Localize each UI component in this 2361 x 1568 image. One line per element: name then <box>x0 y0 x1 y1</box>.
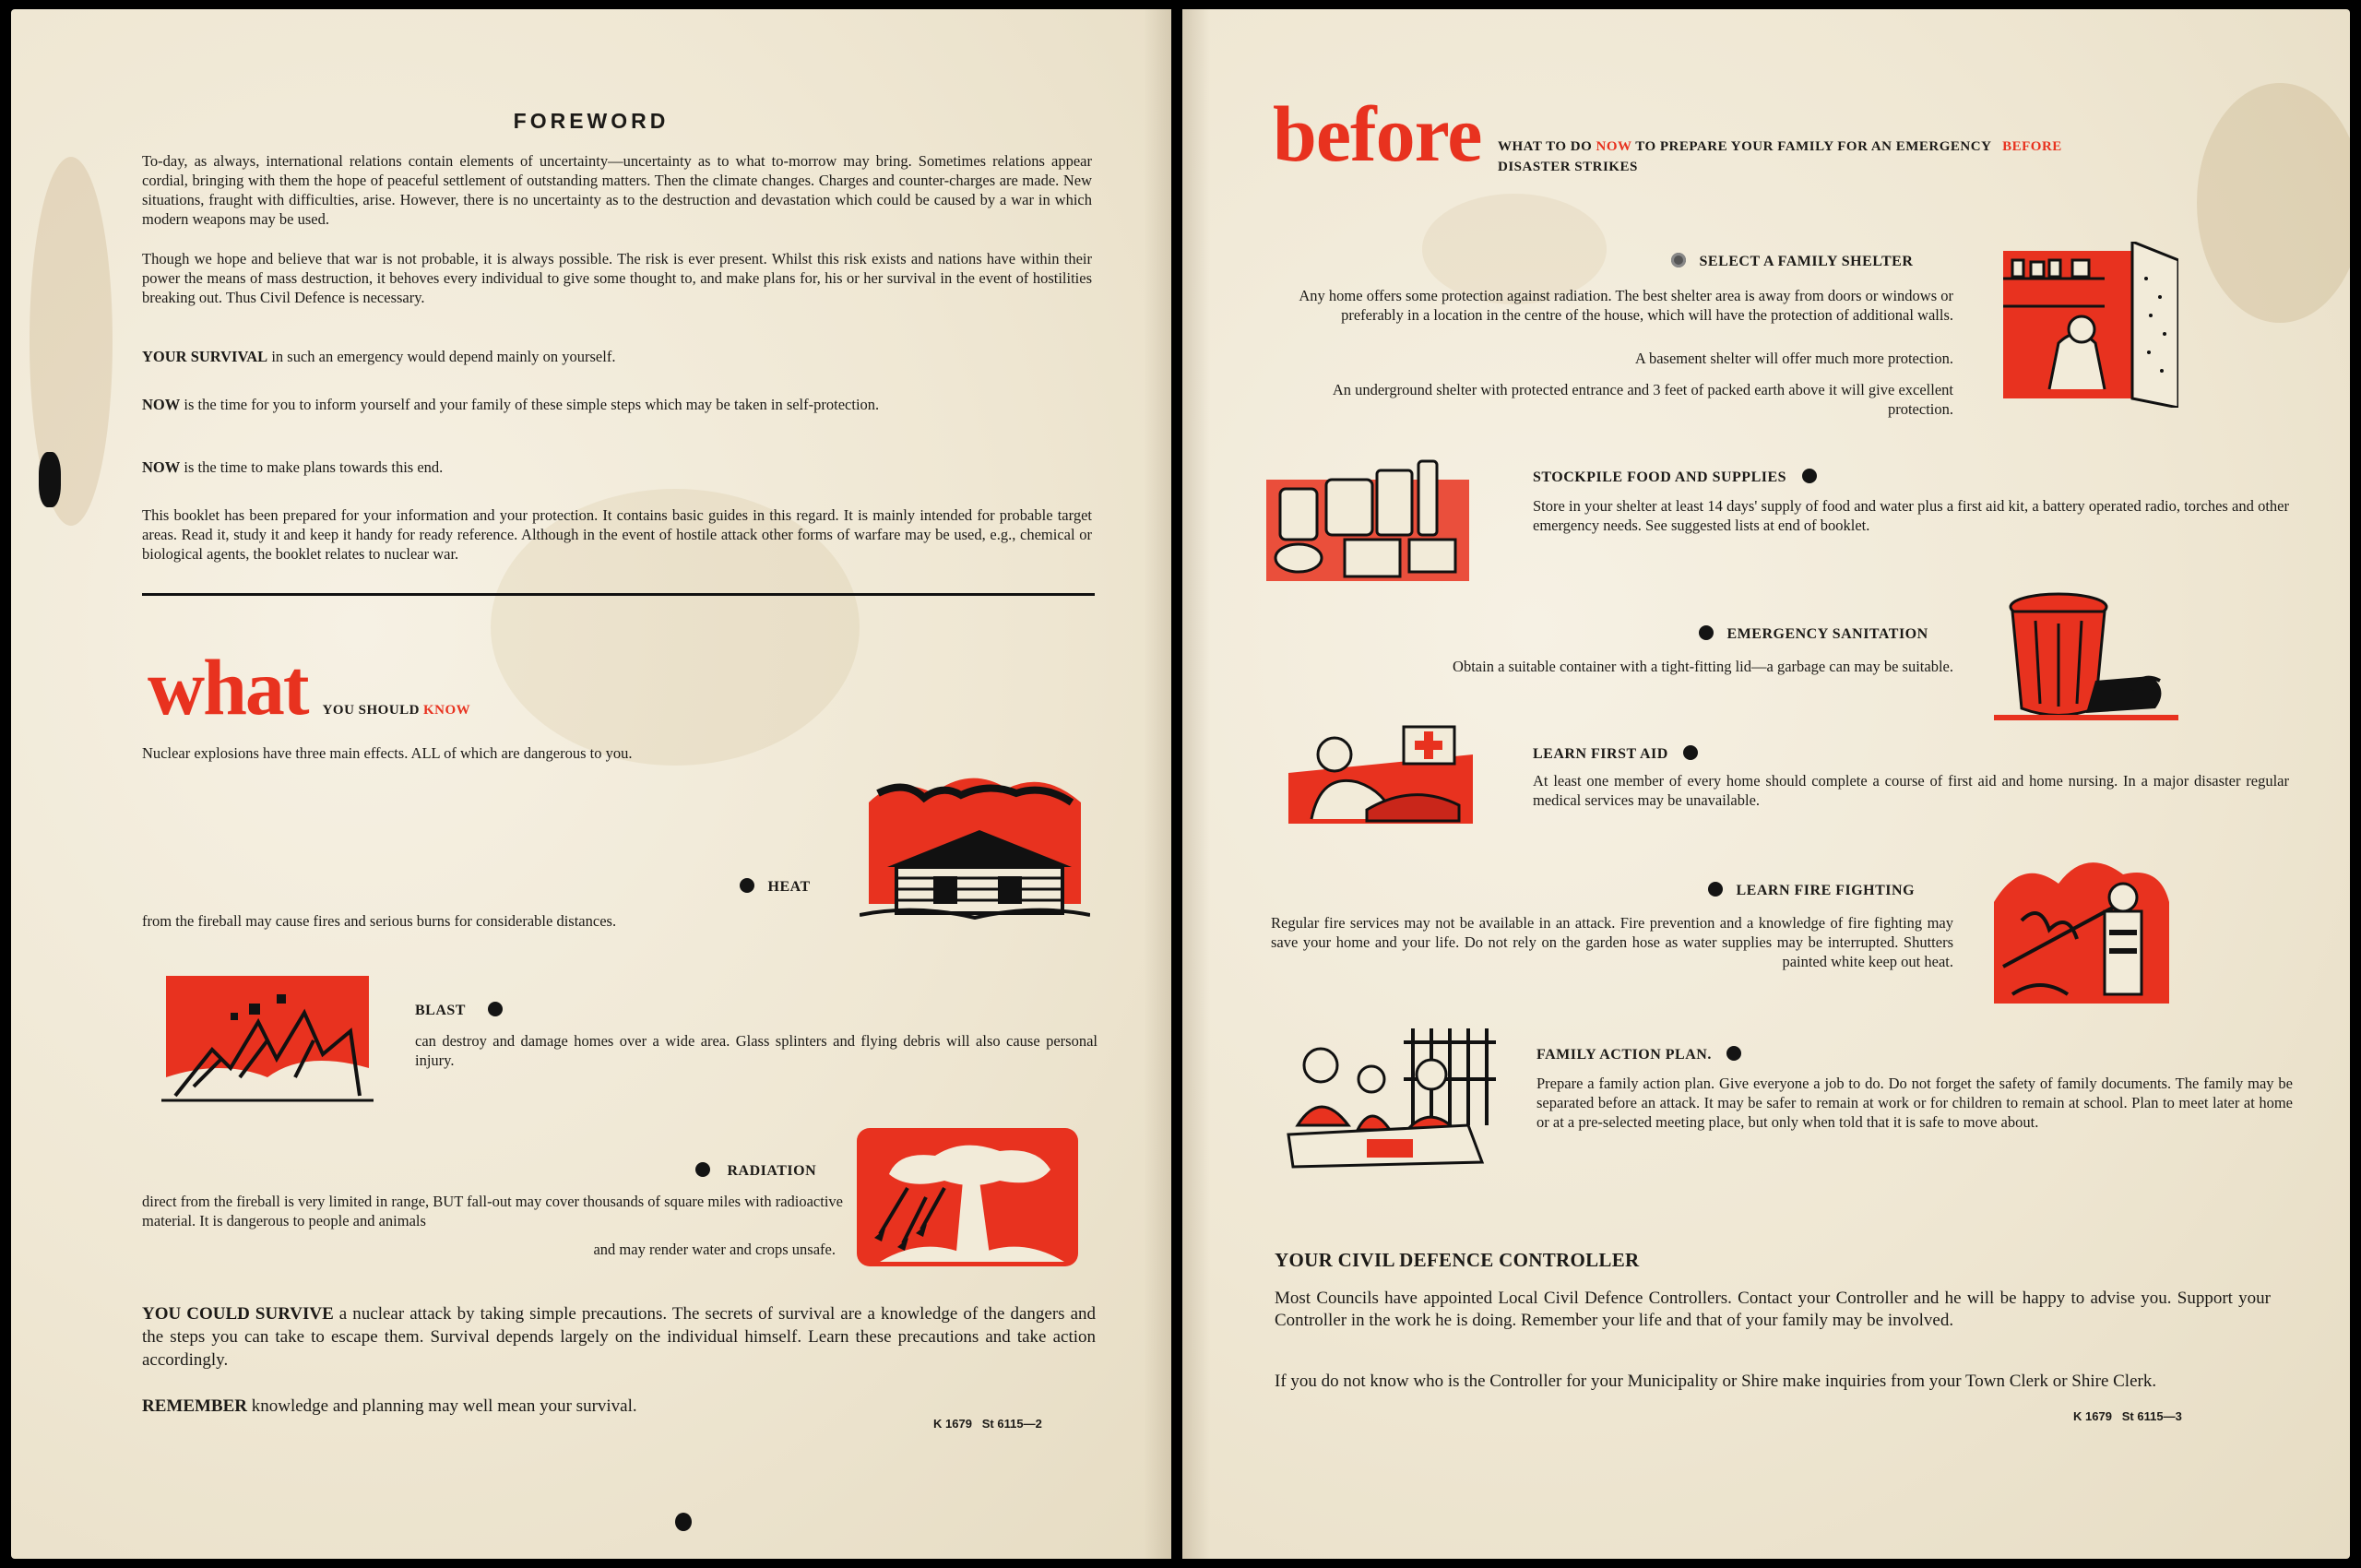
before-sub-2: TO PREPARE YOUR FAMILY FOR AN EMERGENCY <box>1635 139 1991 154</box>
blast-title: BLAST <box>415 1003 466 1018</box>
firstaid-title-row <box>1533 745 1698 763</box>
radiation-text-2: and may render water and crops unsafe. <box>593 1241 836 1258</box>
radiation-text-1: direct from the fireball is very limited in range, BUT fall-out may cover thousands of square miles with radioactive material. It is dangerous to people and animals <box>142 1193 843 1229</box>
controller-title: YOUR CIVIL DEFENCE CONTROLLER <box>1275 1249 1640 1271</box>
section-divider <box>142 593 1095 596</box>
shelter-text-3: An underground shelter with protected entrance and 3 feet of packed earth above it will give excellent protection. <box>1332 381 1953 418</box>
right-page <box>1182 9 2350 1559</box>
shelter-text-2: A basement shelter will offer much more protection. <box>1634 350 1953 367</box>
now-text: is the time for you to inform yourself and your family of these simple steps which may be taken in self-protection. <box>180 396 880 413</box>
plan-title-row <box>1536 1046 1741 1063</box>
family-action-plan-illustration <box>1284 1024 1496 1171</box>
family-shelter-illustration <box>1994 242 2178 408</box>
heat-title-row <box>740 878 811 896</box>
your-survival-lead: YOUR SURVIVAL <box>142 348 268 365</box>
you-could-survive-lead: YOU COULD SURVIVE <box>142 1304 334 1324</box>
burning-house-illustration <box>860 766 1090 922</box>
blast-text: can destroy and damage homes over a wide area. Glass splinters and flying debris will also cause personal injury. <box>415 1032 1097 1069</box>
before-subheading <box>1498 137 2309 177</box>
before-sub-now: NOW <box>1596 139 1632 154</box>
foreword-title: FOREWORD <box>513 109 670 133</box>
now-lead-2: NOW <box>142 458 181 476</box>
before-sub-3: DISASTER STRIKES <box>1498 160 1638 174</box>
bullet-dot-icon <box>1802 469 1817 483</box>
foreword-paragraph-6: This booklet has been prepared for your information and your protection. It contains basic guides in this regard. It is mainly intended for probable target areas. Read it, study it and keep it handy for ready reference. Although in the event of hostile attack other forms of warfare may be used, e.g., chemical or biological agents, the booklet relates to nuclear war. <box>142 506 1092 563</box>
fire-text: Regular fire services may not be available in an attack. Fire prevention and a knowledge of fire fighting may save your home and your life. Do not rely on the garden hose as water supplies may be interrupted. Shutters painted white keep out heat. <box>1271 914 1953 970</box>
now-lead: NOW <box>142 396 181 413</box>
controller-paragraph-1: Most Councils have appointed Local Civil Defence Controllers. Contact your Controller and he will be happy to advise you. Support your Controller in the work he is doing. Remember your life and that of your family may be involved. <box>1275 1289 2271 1330</box>
bullet-dot-icon <box>695 1162 710 1177</box>
controller-paragraph-2: If you do not know who is the Controller for your Municipality or Shire make inquiries from your Town Clerk or Shire Clerk. <box>1275 1372 2157 1391</box>
fire-title: LEARN FIRE FIGHTING <box>1736 883 1916 898</box>
bullet-dot-icon <box>488 1002 503 1016</box>
bullet-dot-icon <box>1671 253 1686 267</box>
blast-debris-illustration <box>157 967 378 1105</box>
spine-shadow <box>1144 9 1171 1559</box>
spine-shadow <box>1182 9 1210 1559</box>
plan-title: FAMILY ACTION PLAN. <box>1536 1047 1712 1063</box>
foreword-paragraph-4 <box>142 395 1092 414</box>
you-could-survive-text: a nuclear attack by taking simple precautions. The secrets of survival are a knowledge of the dangers and the steps you can take to escape them. Survival depends largely on the individual himself. Learn these precautions and take action accordingly. <box>142 1304 1097 1370</box>
sanitation-text: Obtain a suitable container with a tight-fitting lid—a garbage can may be suitable. <box>1453 658 1953 675</box>
fire-fighting-illustration <box>1985 847 2178 1013</box>
blast-title-row <box>415 1002 503 1019</box>
first-aid-illustration <box>1284 718 1477 828</box>
what-heading-block <box>148 641 470 733</box>
bullet-dot-icon <box>740 878 754 893</box>
stockpile-text: Store in your shelter at least 14 days' supply of food and water plus a first aid kit, a battery operated radio, torches and other emergency needs. See suggested lists at end of booklet. <box>1533 497 2289 534</box>
stockpile-title-row <box>1533 469 1817 486</box>
bullet-dot-icon <box>1699 625 1714 640</box>
what-heading: what <box>148 643 308 731</box>
now-text-2: is the time to make plans towards this end. <box>180 458 444 476</box>
foreword-paragraph-5 <box>142 457 1092 477</box>
firstaid-text: At least one member of every home should complete a course of first aid and home nursing. In a major disaster regular medical services may be unavailable. <box>1533 772 2289 809</box>
what-sub-black: YOU SHOULD <box>322 703 421 718</box>
radiation-title-row <box>695 1162 816 1180</box>
shelter-text-1: Any home offers some protection against radiation. The best shelter area is away from doors or windows or preferably in a location in the centre of the house, which will have the protection of additional walls. <box>1299 287 1953 324</box>
page-hole <box>675 1513 692 1531</box>
radiation-title: RADIATION <box>727 1163 817 1179</box>
remember-text: knowledge and planning may well mean your survival. <box>247 1396 637 1416</box>
remember-lead: REMEMBER <box>142 1396 247 1416</box>
what-intro: Nuclear explosions have three main effects. ALL of which are dangerous to you. <box>142 744 633 762</box>
heat-title: HEAT <box>767 879 811 895</box>
stockpile-title: STOCKPILE FOOD AND SUPPLIES <box>1533 469 1787 485</box>
page-code-left: K 1679 St 6115—2 <box>933 1417 1042 1431</box>
firstaid-title: LEARN FIRST AID <box>1533 746 1668 762</box>
sanitation-title-row <box>1699 625 1928 643</box>
bullet-dot-icon <box>1726 1046 1741 1061</box>
before-sub-before: BEFORE <box>2002 139 2062 154</box>
garbage-can-illustration <box>1994 588 2178 727</box>
heat-text: from the fireball may cause fires and serious burns for considerable distances. <box>142 912 617 930</box>
remember-paragraph <box>142 1395 880 1418</box>
shelter-title-row <box>1671 253 1913 270</box>
fire-title-row <box>1708 882 1915 899</box>
food-supplies-illustration <box>1262 452 1474 590</box>
bullet-dot-icon <box>1683 745 1698 760</box>
plan-text: Prepare a family action plan. Give everyone a job to do. Do not forget the safety of family documents. The family may be separated before an attack. It may be safer to remain at work or for children to remain at school. Plan to meet later at home or at a pre-selected meeting place, but only when told that it is safe to move about. <box>1536 1075 2293 1131</box>
before-sub-1: WHAT TO DO <box>1498 139 1593 154</box>
your-survival-text: in such an emergency would depend mainly on yourself. <box>267 348 616 365</box>
mushroom-cloud-illustration <box>852 1123 1083 1271</box>
page-code-right: K 1679 St 6115—3 <box>2073 1409 2182 1423</box>
sanitation-title: EMERGENCY SANITATION <box>1726 626 1928 642</box>
foreword-paragraph-1: To-day, as always, international relations contain elements of uncertainty—uncertainty as to what to-morrow may bring. Sometimes relations appear cordial, bringing with them the hope of peaceful settlement of outstanding matters. Then the climate changes. Charges and counter-charges are made. New situations, fraught with difficulties, arise. However, there is no uncertainty as to the destruction and devastation which could be caused by a war in which modern weapons may be used. <box>142 152 1092 228</box>
before-heading-text: before <box>1273 89 1482 178</box>
paper-stain <box>2197 83 2350 323</box>
foreword-paragraph-3 <box>142 347 1092 366</box>
foreword-paragraph-2: Though we hope and believe that war is not probable, it is always possible. The risk is ever present. Whilst this risk exists and nations have within their power the means of mass destruction, it behoves every individual to give some thought to, and make plans for, his or her survival in the event of hostilities breaking out. Thus Civil Defence is necessary. <box>142 250 1092 306</box>
page-tear <box>39 452 61 507</box>
what-sub-red: KNOW <box>423 703 471 718</box>
you-could-survive-paragraph <box>142 1302 1096 1372</box>
left-page <box>11 9 1171 1559</box>
shelter-title: SELECT A FAMILY SHELTER <box>1699 254 1914 269</box>
bullet-dot-icon <box>1708 882 1723 897</box>
paper-stain <box>30 157 113 526</box>
